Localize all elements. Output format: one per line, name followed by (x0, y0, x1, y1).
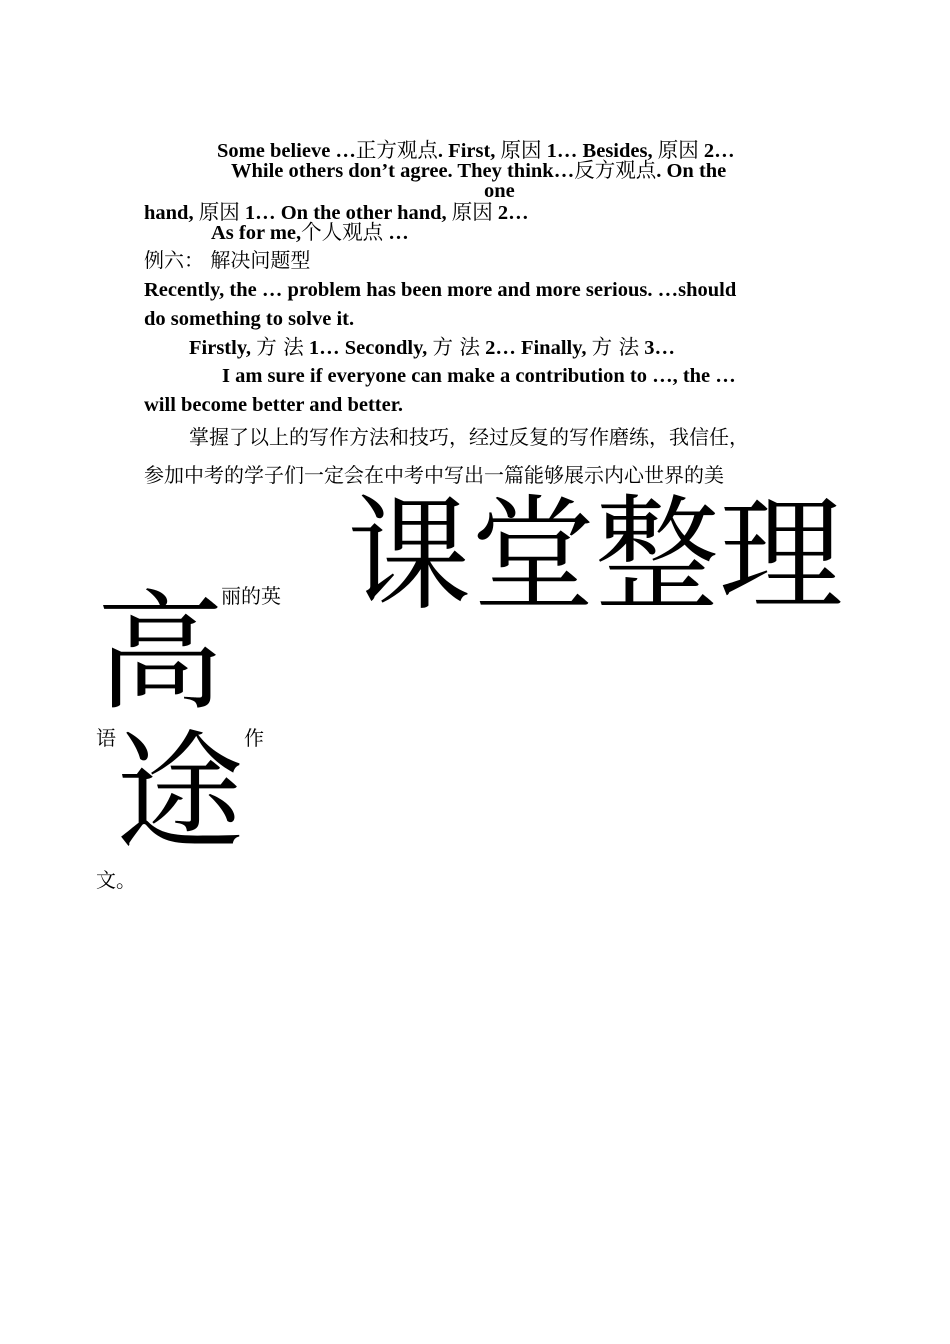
overlay-title: 课堂整理 (347, 484, 844, 628)
overlay-char: 高 (96, 579, 225, 728)
text-run: . First, (437, 140, 501, 162)
text-run: 原因 (500, 138, 542, 162)
text-run: Some believe … (217, 140, 356, 162)
text-run: 方 法 (256, 335, 304, 359)
text-line: will become better and better. (144, 394, 404, 416)
text-line: 参加中考的学子们一定会在中考中写出一篇能够展示内心世界的美 (144, 463, 724, 487)
text-run: 个人观点 (301, 220, 384, 244)
text-run: 正方观点 (355, 138, 438, 162)
text-run: 2… Finally, (479, 337, 592, 359)
text-line (231, 160, 726, 182)
text-line: do something to solve it. (144, 308, 355, 330)
text-run: 3… (639, 337, 676, 359)
text-run: As for me, (211, 222, 302, 244)
text-line: I am sure if everyone can make a contribution to …, the … (222, 365, 736, 387)
text-line (211, 222, 409, 244)
text-run: 原因 (657, 138, 699, 162)
text-run: While others don’t agree. They think… (231, 160, 575, 182)
text-run: 方 法 (591, 335, 640, 359)
text-run: 2… (492, 202, 529, 224)
text-run: . On the (656, 160, 727, 182)
text-run: 原因 (451, 200, 493, 224)
text-fragment: 文。 (96, 868, 136, 892)
text-fragment: 语 (96, 726, 116, 750)
overlay-char: 途 (116, 719, 245, 868)
text-line: Recently, the … problem has been more and more serious. …should (144, 279, 737, 301)
text-run: 1… On the other hand, (239, 202, 452, 224)
text-line: one (484, 180, 515, 202)
text-run: … (383, 222, 409, 244)
text-run: 1… Besides, (541, 140, 658, 162)
text-run: 1… Secondly, (303, 337, 433, 359)
text-run: hand, (144, 202, 199, 224)
text-fragment: 作 (244, 726, 264, 750)
text-run: 原因 (198, 200, 240, 224)
text-run: Firstly, (189, 337, 257, 359)
text-line (217, 140, 735, 162)
text-line (189, 337, 675, 359)
text-line: 掌握了以上的写作方法和技巧，经过反复的写作磨练，我信任， (189, 425, 749, 449)
text-run: 反方观点 (574, 158, 657, 182)
text-fragment: 丽的英 (221, 584, 281, 608)
text-run: 2… (698, 140, 735, 162)
section-heading: 例六： 解决问题型 (144, 248, 311, 272)
text-run: 方 法 (432, 335, 480, 359)
